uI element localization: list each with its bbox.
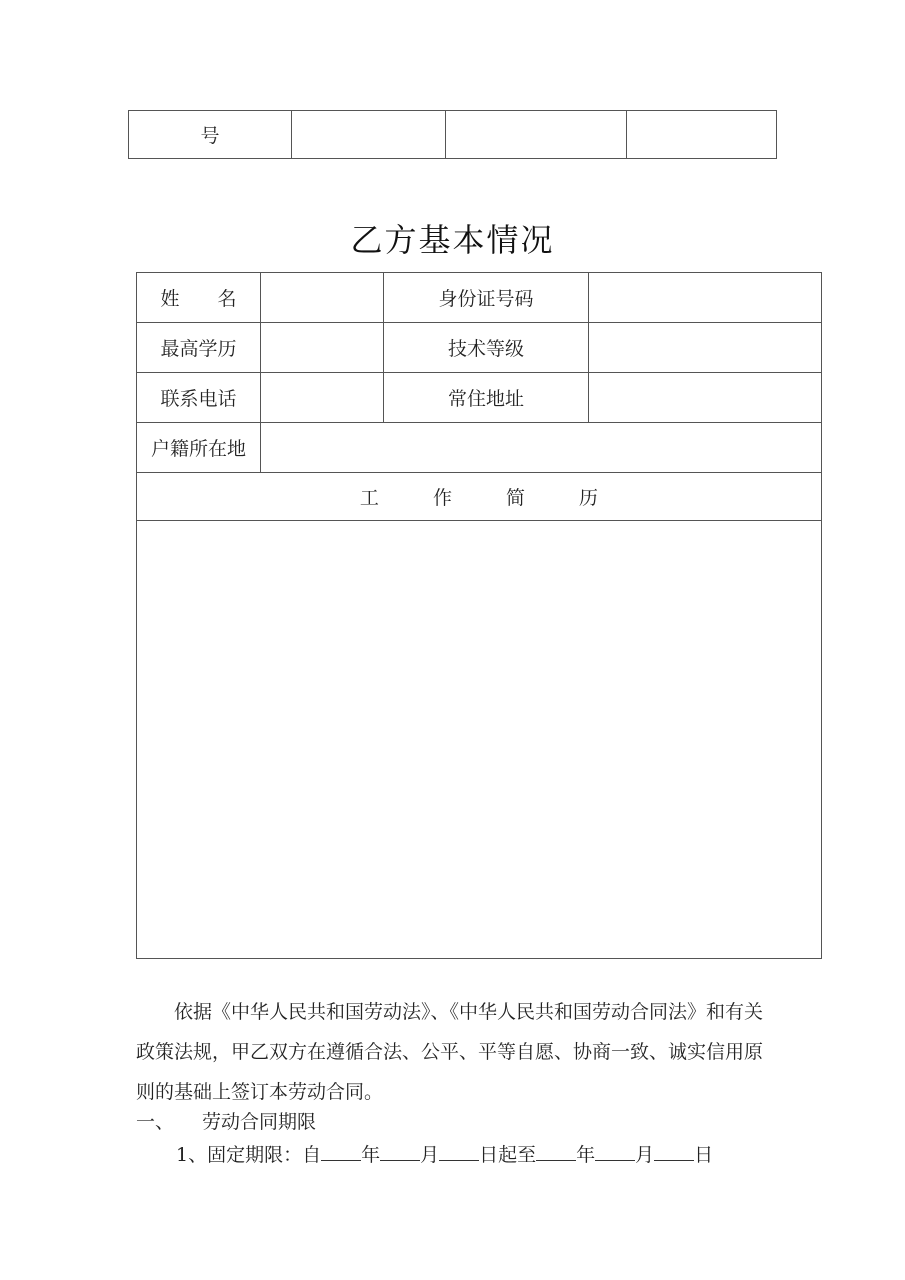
section-heading (136, 1107, 316, 1134)
tech-level-label-cell (384, 323, 589, 373)
page-title: 乙方基本情况 (350, 221, 555, 259)
household-label: 户籍所在地 (150, 438, 246, 460)
top-table (128, 110, 777, 159)
work-history-header (137, 473, 822, 521)
info-table (136, 272, 822, 959)
section-number: 一、 (136, 1111, 175, 1133)
phone-label: 联系电话 (160, 388, 237, 410)
fixed-term-line (176, 1140, 713, 1167)
month-label: 月 (635, 1144, 655, 1166)
end-year-blank[interactable] (536, 1142, 576, 1161)
term-prefix: 1、固定期限：自 (176, 1144, 322, 1166)
address-label: 常住地址 (447, 388, 524, 410)
day-start-label: 日起至 (479, 1144, 537, 1166)
year-label: 年 (361, 1144, 381, 1166)
household-value-cell[interactable] (261, 423, 822, 473)
work-history-char: 工 (359, 487, 379, 509)
id-label: 身份证号码 (438, 288, 534, 310)
household-label-cell (137, 423, 261, 473)
section-title: 劳动合同期限 (202, 1111, 317, 1133)
start-year-blank[interactable] (321, 1142, 361, 1161)
phone-value-cell[interactable] (261, 373, 384, 423)
name-label-cell (137, 273, 261, 323)
day-end-label: 日 (694, 1144, 714, 1166)
work-history-char: 简 (506, 487, 526, 509)
id-label-cell (384, 273, 589, 323)
contract-preamble: 依据《中华人民共和国劳动法》、《中华人民共和国劳动合同法》和有关政策法规，甲乙双方在遵循合法、公平、平等自愿、协商一致、诚实信用原则的基础上签订本劳动合同。 (136, 1001, 764, 1103)
phone-label-cell (137, 373, 261, 423)
education-label-cell (137, 323, 261, 373)
name-label: 姓 名 (160, 288, 237, 310)
end-month-blank[interactable] (595, 1142, 635, 1161)
address-label-cell (384, 373, 589, 423)
work-history-char: 历 (579, 487, 599, 509)
tech-level-label: 技术等级 (447, 338, 524, 360)
education-label: 最高学历 (160, 338, 237, 360)
work-history-body[interactable] (137, 521, 822, 959)
tech-level-value-cell[interactable] (589, 323, 822, 373)
address-value-cell[interactable] (589, 373, 822, 423)
name-value-cell[interactable] (261, 273, 384, 323)
month-label: 月 (420, 1144, 440, 1166)
work-history-char: 作 (432, 487, 452, 509)
blank-cell[interactable] (627, 111, 777, 159)
start-month-blank[interactable] (380, 1142, 420, 1161)
number-label: 号 (200, 125, 220, 147)
blank-cell[interactable] (292, 111, 446, 159)
id-value-cell[interactable] (589, 273, 822, 323)
year-label: 年 (576, 1144, 596, 1166)
start-day-blank[interactable] (439, 1142, 479, 1161)
education-value-cell[interactable] (261, 323, 384, 373)
number-label-cell (129, 111, 292, 159)
blank-cell[interactable] (446, 111, 627, 159)
end-day-blank[interactable] (654, 1142, 694, 1161)
